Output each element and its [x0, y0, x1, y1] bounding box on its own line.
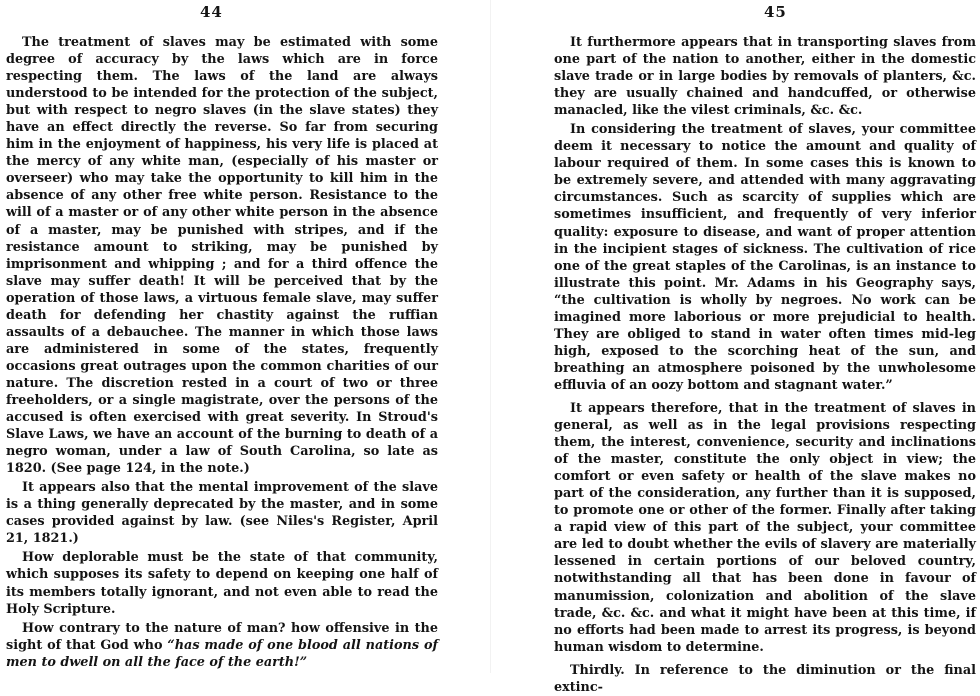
- paragraph: In considering the treatment of slaves, your committee deem it necessary to notice the amount and quality of labour required of them. In some cases this is known to be extremely severe, and attended with many aggravating circumstances. Such as scarcity of supplies which are sometimes insufficient, and frequently of very inferior quality: exposure to disease, and want of proper attention in the incipient stages of sickness. The cultivation of rice one of the great staples of the Carolinas, is an instance to illustrate this point. Mr. Adams in his Geography says, “the cultivation is wholly by negroes. No work can be imagined more laborious or more prejudicial to health. They are obliged to stand in water often times mid-leg high, exposed to the scorching heat of the sun, and breathing an atmosphere poisoned by the unwholesome effluvia of an oozy bottom and stagnant water.”: [554, 122, 976, 393]
- left-page: [0, 0, 440, 673]
- paragraph: It appears also that the mental improvement of the slave is a thing generally deprecated by the master, and in some cases provided against by law. (see Niles's Register, April 21, 1821.): [6, 480, 438, 547]
- paragraph: Thirdly. In reference to the diminution or the final extinc-: [554, 662, 976, 695]
- paragraph: The treatment of slaves may be estimated with some degree of accuracy by the laws which are in force respecting them. The laws of the land are always understood to be intended for the protection of the subject, but with respect to negro slaves (in the slave states) they have an effect directly the reverse. So far from securing him in the enjoyment of happiness, his very life is placed at the mercy of any white man, (especially of his master or overseer) who may take the opportunity to kill him in the absence of any other free white person. Resistance to the will of a master or of any other white person in the absence of a master, may be punished with stripes, and if the resistance amount to striking, may be punished by imprisonment and whipping ; and for a third offence the slave may suffer death! It will be perceived that by the operation of those laws, a virtuous female slave, may suffer death for defending her chastity against the ruffian assaults of a debauchee. The manner in which those laws are administered in some of the states, frequently occasions great outrages upon the common charities of our nature. The discretion rested in a court of two or three freeholders, or a single magistrate, over the persons of the accused is often exercised with great severity. In Stroud's Slave Laws, we have an account of the burning to death of a negro woman, under a law of South Carolina, so late as 1820. (See page 124, in the note.): [6, 35, 438, 477]
- page-gutter: [490, 0, 491, 673]
- paragraph-text: How contrary to the nature of man? how offensive in the sight of that God who: [6, 620, 438, 653]
- page-number: 45: [764, 3, 787, 21]
- scripture-quote: “has made of one blood all nations of men to dwell on all the face of the earth!”: [6, 637, 438, 670]
- paragraph-with-quote: [6, 620, 438, 671]
- paragraph: It appears therefore, that in the treatment of slaves in general, as well as in the legal provisions respecting them, the interest, convenience, security and inclinations of the master, constitute the only object in view; the comfort or even safety or health of the slave makes no part of the consideration, any further than it is supposed, to promote one or other of the former. Finally after taking a rapid view of this part of the subject, your committee are led to doubt whether the evils of slavery are materially lessened in certain portions of our beloved country, notwithstanding all that has been done in favour of manumission, colonization and abolition of the slave trade, &c. &c. and what it might have been at this time, if no efforts had been made to arrest its progress, is beyond human wisdom to determine.: [554, 400, 976, 655]
- page-body: [554, 34, 976, 696]
- page-body: [6, 34, 438, 671]
- right-page: [548, 0, 978, 695]
- paragraph: How deplorable must be the state of that community, which supposes its safety to depend on keeping one half of its members totally ignorant, and not even able to read the Holy Scripture.: [6, 550, 438, 617]
- paragraph: It furthermore appears that in transporting slaves from one part of the nation to another, either in the domestic slave trade or in large bodies by removals of planters, &c. they are usually chained and handcuffed, or otherwise manacled, like the vilest criminals, &c. &c.: [554, 35, 976, 119]
- page-number: 44: [200, 3, 223, 21]
